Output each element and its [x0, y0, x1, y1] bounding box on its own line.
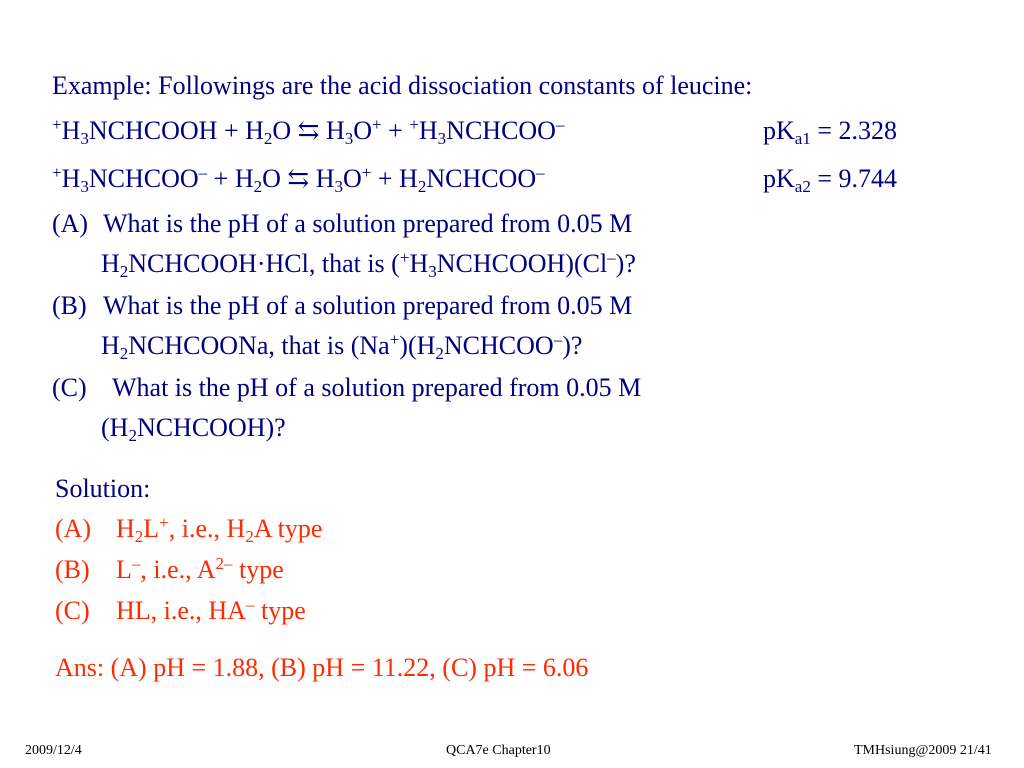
question-a-line1: What is the pH of a solution prepared from 0.05 M: [103, 209, 633, 238]
solution-a-text: $H_2L^+$, i.e., $H_2A$ type: [116, 513, 323, 546]
solution-a-label: (A): [55, 514, 92, 543]
equilibrium-arrow-icon: ⇆: [287, 164, 310, 193]
question-b-line2: $H_2NCHCOONa$, that is $(Na^+)(H_2NCHCOO^-)$?: [101, 330, 583, 363]
question-b-line1: What is the pH of a solution prepared from 0.05 M: [103, 291, 633, 320]
example-heading: Example: Followings are the acid dissociation constants of leucine:: [52, 71, 753, 100]
question-c-line2: $(H_2NCHCOOH)$?: [101, 413, 286, 445]
pka1: $pK_{a1} = 2.328$: [763, 116, 897, 148]
equilibrium-arrow-icon: ⇆: [297, 116, 320, 145]
solution-heading: Solution:: [55, 474, 151, 503]
footer-author-page: TMHsiung@2009 21/41: [854, 743, 992, 758]
footer-date: 2009/12/4: [25, 743, 82, 758]
solution-b-text: L–, i.e., $A^{2-}$ type: [116, 554, 284, 584]
question-a-label: (A): [52, 209, 89, 238]
solution-c-text: HL, i.e., HA– type: [116, 595, 306, 625]
solution-c-label: (C): [55, 596, 90, 625]
answer-line: Ans: (A) pH = 1.88, (B) pH = 11.22, (C) pH = 6.06: [55, 653, 589, 682]
question-c-label: (C): [52, 373, 87, 402]
pka2: $pK_{a2} = 9.744$: [763, 164, 897, 196]
solution-b-label: (B): [55, 555, 90, 584]
reaction-2: $^+H_3NCHCOO^- + H_2O$ ⇆ $H_3O^+$ + $H_2NCHCOO^-$: [52, 163, 545, 196]
question-b-label: (B): [52, 291, 87, 320]
reaction-1: $^+H_3NCHCOOH + H_2O$ ⇆ $H_3O^+$ + $^+H_3NCHCOO^-$: [52, 115, 565, 148]
question-a-line2: $H_2NCHCOOH\cdot HCl$, that is $(^+H_3NCHCOOH)(Cl^-)$?: [101, 248, 636, 281]
question-c-line1: What is the pH of a solution prepared from 0.05 M: [112, 373, 642, 402]
footer-chapter: QCA7e Chapter10: [446, 743, 551, 758]
